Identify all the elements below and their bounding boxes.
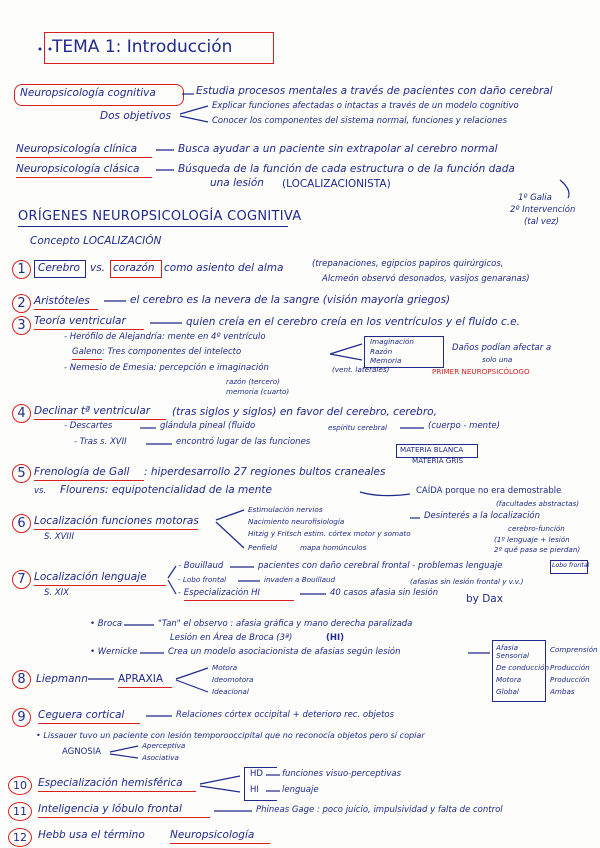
localizacionista: (LOCALIZACIONISTA) [282, 178, 391, 190]
arrow-clasica-galia [560, 180, 569, 198]
item7-bouillaud-text: pacientes con daño cerebral frontal - problemas lenguaje [258, 561, 503, 571]
item2-text: el cerebro es la nevera de la sangre (visión mayoría griegos) [130, 294, 451, 306]
item8-apraxia-underline [118, 687, 172, 688]
np-cognitiva-label: Neuropsicología cognitiva [20, 87, 156, 99]
item8-motora: Motora [212, 663, 238, 672]
item5-caida: CAÍDA porque no era demostrable [416, 486, 562, 496]
item10-especializacion: Especialización hemisférica [38, 777, 183, 789]
item7-tan: "Tan" el observo : afasia gráfica y mano derecha paralizada [158, 619, 413, 629]
item4-text: (tras siglos y siglos) en favor del cerebro, cerebro, [172, 406, 437, 418]
item9-text: Relaciones córtex occipital + deterioro rec. objetos [176, 710, 395, 720]
item6-siglo: S. XVIII [44, 532, 74, 542]
item7-wernicke-text: Crea un modelo asociacionista de afasias según lesión [168, 647, 401, 657]
hemisferios-bracket [244, 767, 277, 801]
galia: 1º Galia [518, 193, 552, 203]
item7-hi: (HI) [326, 633, 345, 643]
item-number-5: 5 [12, 464, 31, 483]
item3-tres-box [364, 336, 444, 368]
item3-vent-laterales: (vent. laterales) [332, 365, 390, 374]
item3-imaginacion: Imaginación [370, 337, 414, 346]
arrow-item10 [200, 776, 240, 784]
item8-ideomotora: Ideomotora [212, 675, 254, 684]
item12-underline [170, 843, 270, 844]
objetivo-1: Explicar funciones afectadas o intactas a través de un modelo cognitivo [212, 101, 519, 111]
item4-declinar: Declinar tª ventricular [34, 405, 151, 417]
np-cognitiva-def: Estudia procesos mentales a través de pacientes con daño cerebral [196, 85, 553, 97]
arrow-item6 [216, 510, 244, 520]
arrow-item10-b [200, 786, 240, 792]
item3-herofilo: - Herófilo de Alejandría: mente en 4º ventrículo [64, 332, 266, 342]
dos-objetivos: Dos objetivos [100, 110, 171, 122]
np-clasica-def: Búsqueda de la función de cada estructura o de la función dada [178, 163, 515, 175]
item11-text: Phineas Gage : poco juicio, impulsividad y falta de control [256, 805, 503, 815]
item6-cerebro-funcion-3: 2º qué pasa se pierdan) [494, 545, 581, 554]
arrow-objetivo-1 [180, 106, 208, 114]
arrow-agnosia-2 [110, 754, 138, 758]
item3-galeno-text: : Tres componentes del intelecto [102, 347, 242, 357]
item3-galeno-underline [72, 359, 102, 360]
item3-danos: Daños podían afectar a [452, 343, 552, 353]
np-clasica-underline [16, 177, 152, 178]
np-clinica-label: Neuropsicología clínica [16, 143, 138, 155]
item7-siglo: S. XIX [44, 588, 69, 598]
item5-frenologia: Frenología de Gall [34, 466, 130, 478]
item-number-1: 1 [12, 260, 31, 279]
item7-lobo: - Lobo frontal [178, 575, 227, 584]
item2-underline [34, 309, 98, 310]
item9-underline [38, 723, 140, 724]
item-number-12: 12 [8, 828, 32, 847]
item6-underline [34, 529, 198, 530]
item4-fluido: espíritu cerebral [328, 423, 388, 432]
arrow-item6-b [216, 522, 244, 548]
item5-facultades: (facultades abstractas) [496, 499, 580, 508]
item5-flourens: Flourens: equipotencialidad de la mente [60, 484, 272, 496]
np-clinica-underline [16, 157, 152, 158]
item3-teoria: Teoría ventricular [34, 315, 126, 327]
arrow-item5 [360, 492, 410, 496]
item-number-11: 11 [8, 802, 32, 821]
item3-primer-neuropsicologo: PRIMER NEUROPSICÓLOGO [432, 367, 530, 376]
item1-text: como asiento del alma [164, 262, 284, 274]
item3-galeno: Galeno [72, 347, 102, 357]
item7-broca: • Broca [90, 619, 123, 629]
arrow-agnosia-1 [110, 746, 138, 752]
np-clasica-def-2: una lesión [210, 177, 264, 189]
item7-w2: De conducción [496, 663, 550, 672]
item3-memoria: Memoria [370, 356, 402, 365]
item9-lissauer: • Lissauer tuvo un paciente con lesión temporooccipital que no reconocía objetos pero sí copiar [36, 730, 425, 740]
item4-descartes-text: glándula pineal (fluido [160, 421, 256, 431]
item1-corazon: corazón [113, 262, 155, 274]
item9-aperceptiva: Aperceptiva [142, 741, 186, 750]
item9-asociativa: Asociativa [142, 753, 179, 762]
np-clasica-label: Neuropsicología clásica [16, 163, 140, 175]
item7-lesion: Lesión en Área de Broca (3ª) [170, 633, 293, 643]
item4-materia-blanca: MATERIA BLANCA [400, 445, 464, 454]
item7-dax: by Dax [466, 593, 503, 605]
item1-trepanaciones: (trepanaciones, egipcios papiros quirúrgicos, [312, 259, 504, 269]
item9-ceguera: Ceguera cortical [38, 709, 125, 721]
item7-underline [34, 585, 166, 586]
item7-w3b: Producción [550, 675, 590, 684]
item7-lobo-frontal-box-label: Lobo frontal [552, 562, 590, 569]
item5-vs: vs. [34, 486, 47, 496]
item7-wernicke: • Wernicke [90, 647, 138, 657]
item7-w2b: Producción [550, 663, 590, 672]
item6-cerebro-funcion-2: (1º lenguaje + lesión [494, 535, 570, 544]
item4-cuerpo-mente: (cuerpo - mente) [428, 421, 500, 431]
item6-bullet-4b: mapa homúnculos [300, 543, 367, 552]
item-number-7: 7 [12, 570, 31, 589]
item-number-10: 10 [8, 776, 32, 795]
item7-bouillaud: - Bouillaud [178, 561, 224, 571]
item7-esp-text: 40 casos afasia sin lesión [330, 588, 439, 598]
item11-inteligencia: Inteligencia y lóbulo frontal [38, 803, 182, 815]
arrow-apraxia-1 [176, 668, 208, 679]
item7-w4: Global [496, 687, 519, 696]
arrow-galeno [330, 344, 362, 354]
item1-vs: vs. [90, 262, 106, 274]
item7-w3: Motora [496, 675, 522, 684]
item-number-4: 4 [12, 404, 31, 423]
item3-memoria-cuarto: memoria (cuarto) [226, 387, 290, 396]
arrow-galeno-2 [330, 354, 362, 360]
item4-materia-gris: MATERIA GRIS [412, 456, 464, 465]
item-number-9: 9 [12, 708, 31, 727]
item7-lobo-text: invaden a Bouillaud [264, 575, 336, 584]
item8-liepmann: Liepmann [36, 673, 88, 685]
arrow-item7-b [168, 580, 176, 594]
intervencion: 2º Intervención [510, 205, 576, 215]
item7-esp-underline [184, 600, 294, 601]
item12-text: Hebb usa el término [38, 829, 145, 841]
item10-hi: HI [250, 785, 259, 795]
item1-cerebro: Cerebro [38, 262, 80, 274]
arrow-item7 [168, 566, 176, 578]
item6-bullet-2: Nacimiento neurofisiología [248, 517, 345, 526]
item3-text: quien creía en el cerebro creía en los ventrículos y el fluido c.e. [186, 316, 520, 328]
item-number-2: 2 [12, 294, 31, 313]
item4-tras-text: encontró lugar de las funciones [176, 437, 311, 447]
item4-descartes: - Descartes [64, 421, 113, 431]
item-number-3: 3 [12, 316, 31, 335]
item5-underline [34, 480, 144, 481]
item-number-8: 8 [12, 670, 31, 689]
item10-hi-text: lenguaje [282, 785, 319, 795]
item7-localizacion: Localización lenguaje [34, 571, 147, 583]
item8-ideacional: Ideacional [212, 687, 249, 696]
item4-tras: - Tras s. XVII [74, 437, 127, 447]
item7-w1: Afasia Sensorial [496, 643, 530, 660]
item5-text: : hiperdesarrollo 27 regiones bultos craneales [144, 466, 386, 478]
item7-w4b: Ambas [550, 687, 575, 696]
item-number-6: 6 [12, 514, 31, 533]
item6-localizacion: Localización funciones motoras [34, 515, 199, 527]
item3-razon: Razón [370, 347, 393, 356]
item9-agnosia: AGNOSIA [62, 747, 102, 757]
item7-w1b: Comprensión [550, 645, 598, 654]
item1-alcmeon: Alcmeón observó desonados, vasijos genaranas) [322, 274, 530, 284]
item5-desinteres: Desinterés a la localización [424, 511, 541, 521]
arrow-apraxia-2 [176, 680, 208, 692]
origenes-underline [18, 226, 288, 227]
item8-apraxia: APRAXIA [118, 673, 164, 685]
item6-bullet-3: Hitzig y Fritsch estim. córtex motor y somato [248, 529, 411, 538]
np-clinica-def: Busca ayudar a un paciente sin extrapolar al cerebro normal [178, 143, 498, 155]
item7-afasias: (afasias sin lesión frontal y v.v.) [410, 577, 524, 586]
item2-aristoteles: Aristóteles [34, 295, 90, 307]
item10-hd-text: funciones visuo-perceptivas [282, 769, 402, 779]
item6-bullet-4: Penfield [248, 543, 277, 552]
item10-underline [38, 791, 196, 792]
item3-danos-2: solo una [482, 355, 513, 364]
item3-underline [34, 329, 144, 330]
item3-razon-tercero: razón (tercero) [226, 377, 280, 386]
item10-hd: HD [250, 769, 263, 779]
objetivo-2: Conocer los componentes del sistema normal, funciones y relaciones [212, 116, 508, 126]
item3-nemesio: - Nemesio de Emesia: percepción e imaginación [64, 363, 269, 373]
item6-cerebro-funcion: cerebro-función [508, 524, 565, 533]
arrow-objetivo-2 [180, 116, 208, 122]
page-title: TEMA 1: Introducción [52, 37, 233, 57]
item7-especializacion: - Especialización HI [178, 588, 261, 598]
tal-vez: (tal vez) [524, 217, 559, 227]
item6-bullet-1: Estimulación nervios [248, 505, 323, 514]
item12-term: Neuropsicología [170, 829, 255, 841]
concepto-localizacion: Concepto LOCALIZACIÓN [30, 235, 162, 247]
origenes-heading: ORÍGENES NEUROPSICOLOGÍA COGNITIVA [18, 209, 302, 224]
item11-underline [38, 817, 210, 818]
item4-underline [34, 419, 166, 420]
